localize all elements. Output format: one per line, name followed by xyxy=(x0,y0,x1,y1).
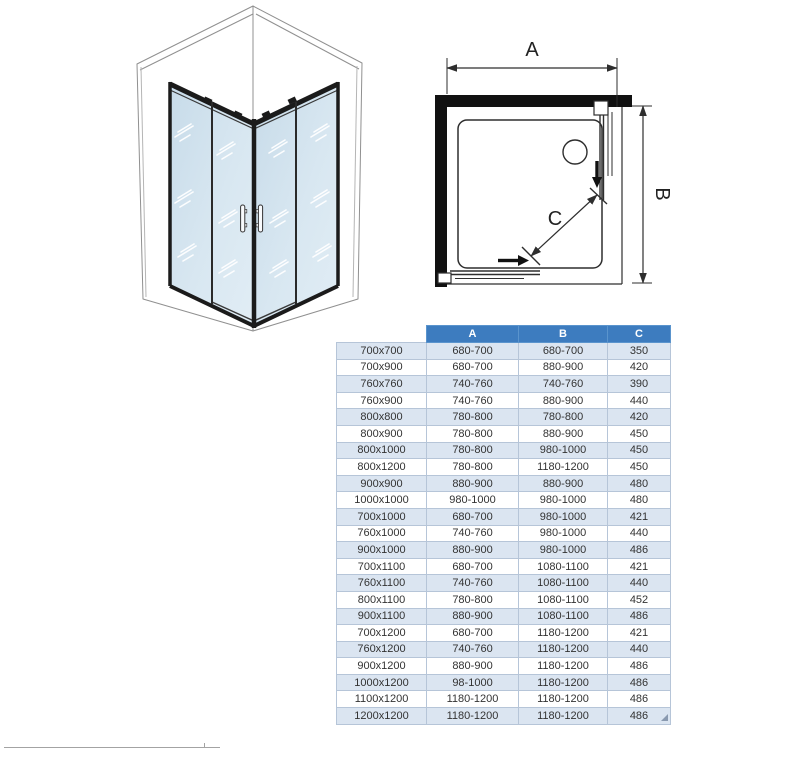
perspective-view-drawing xyxy=(110,0,390,335)
dimension-cell: 440 xyxy=(608,575,671,592)
dimension-cell: 680-700 xyxy=(427,558,519,575)
dimension-cell: 1080-1100 xyxy=(519,591,608,608)
table-row xyxy=(337,376,671,393)
dimension-cell: 740-760 xyxy=(519,376,608,393)
dimension-c-label: C xyxy=(547,208,563,230)
dimension-cell: 1180-1200 xyxy=(427,691,519,708)
dimension-cell: 780-800 xyxy=(427,459,519,476)
plan-view-drawing xyxy=(418,28,683,303)
size-cell: 760x760 xyxy=(337,376,427,393)
size-cell: 1000x1000 xyxy=(337,492,427,509)
size-cell: 800x1000 xyxy=(337,442,427,459)
dimension-cell: 880-900 xyxy=(427,658,519,675)
dimension-c xyxy=(531,195,597,256)
table-row xyxy=(337,459,671,476)
size-cell: 700x700 xyxy=(337,343,427,360)
dimension-cell: 350 xyxy=(608,343,671,360)
dimension-b xyxy=(632,106,673,283)
dimension-cell: 980-1000 xyxy=(519,542,608,559)
dimension-cell: 486 xyxy=(608,658,671,675)
dimension-cell: 880-900 xyxy=(427,542,519,559)
dimension-cell: 680-700 xyxy=(427,343,519,360)
dimension-cell: 880-900 xyxy=(519,359,608,376)
size-cell: 800x1200 xyxy=(337,459,427,476)
dimension-cell: 421 xyxy=(608,508,671,525)
dimension-cell: 450 xyxy=(608,459,671,476)
dimension-cell: 980-1000 xyxy=(519,525,608,542)
size-cell: 1000x1200 xyxy=(337,674,427,691)
table-row xyxy=(337,708,671,725)
dimension-cell: 680-700 xyxy=(427,625,519,642)
dimension-cell: 780-800 xyxy=(427,425,519,442)
table-row xyxy=(337,641,671,658)
size-cell: 700x1100 xyxy=(337,558,427,575)
dimension-b-label: B xyxy=(651,187,673,201)
table-row xyxy=(337,674,671,691)
dimension-cell: 1180-1200 xyxy=(427,708,519,725)
col-header-A: A xyxy=(427,326,519,343)
dimension-cell: 680-700 xyxy=(427,508,519,525)
size-cell: 900x900 xyxy=(337,475,427,492)
size-cell: 1100x1200 xyxy=(337,691,427,708)
table-row xyxy=(337,558,671,575)
size-table-header-row xyxy=(337,326,671,343)
dimension-cell: 1080-1100 xyxy=(519,558,608,575)
dimension-cell: 1180-1200 xyxy=(519,658,608,675)
dimension-cell: 390 xyxy=(608,376,671,393)
dimension-cell: 740-760 xyxy=(427,392,519,409)
door-direction-arrow-right xyxy=(498,255,529,266)
dimension-cell: 440 xyxy=(608,641,671,658)
dimension-cell: 1180-1200 xyxy=(519,708,608,725)
size-cell: 700x1200 xyxy=(337,625,427,642)
dimension-cell: 680-700 xyxy=(519,343,608,360)
table-row xyxy=(337,625,671,642)
dimension-cell: 480 xyxy=(608,475,671,492)
table-row xyxy=(337,608,671,625)
table-row xyxy=(337,343,671,360)
size-cell: 800x1100 xyxy=(337,591,427,608)
dimension-cell: 98-1000 xyxy=(427,674,519,691)
size-cell: 700x1000 xyxy=(337,508,427,525)
dimension-cell: 880-900 xyxy=(519,392,608,409)
bottom-rule-line xyxy=(4,747,220,748)
table-row xyxy=(337,542,671,559)
dimension-cell: 480 xyxy=(608,492,671,509)
table-row xyxy=(337,492,671,509)
dimension-cell: 450 xyxy=(608,425,671,442)
dimension-cell: 1080-1100 xyxy=(519,608,608,625)
dimension-cell: 420 xyxy=(608,409,671,426)
dimension-cell: 740-760 xyxy=(427,525,519,542)
dimension-cell: 1180-1200 xyxy=(519,674,608,691)
dimension-cell: 486 xyxy=(608,542,671,559)
dimension-cell: 440 xyxy=(608,392,671,409)
table-row xyxy=(337,392,671,409)
table-row xyxy=(337,442,671,459)
col-header-blank xyxy=(337,326,427,343)
dimension-cell: 486 xyxy=(608,608,671,625)
dimension-cell: 880-900 xyxy=(519,425,608,442)
dimension-cell: 486 xyxy=(608,708,671,725)
dimension-cell: 1180-1200 xyxy=(519,641,608,658)
dimension-cell: 421 xyxy=(608,558,671,575)
dimension-cell: 486 xyxy=(608,674,671,691)
bottom-rule-tick xyxy=(204,743,205,748)
dimension-cell: 486 xyxy=(608,691,671,708)
table-row xyxy=(337,658,671,675)
dimension-cell: 740-760 xyxy=(427,376,519,393)
dimension-cell: 452 xyxy=(608,591,671,608)
dimension-cell: 780-800 xyxy=(427,442,519,459)
plan-door-right xyxy=(590,101,612,204)
table-resize-corner-icon xyxy=(661,714,668,721)
size-cell: 760x1000 xyxy=(337,525,427,542)
shower-tray xyxy=(458,120,602,268)
dimension-cell: 740-760 xyxy=(427,641,519,658)
size-cell: 760x1200 xyxy=(337,641,427,658)
dimension-cell: 740-760 xyxy=(427,575,519,592)
dimension-cell: 980-1000 xyxy=(519,492,608,509)
dimension-cell: 980-1000 xyxy=(519,442,608,459)
dimension-cell: 1180-1200 xyxy=(519,691,608,708)
dimension-cell: 780-800 xyxy=(519,409,608,426)
table-row xyxy=(337,359,671,376)
table-row xyxy=(337,475,671,492)
size-table xyxy=(336,325,671,725)
table-row xyxy=(337,409,671,426)
size-cell: 700x900 xyxy=(337,359,427,376)
size-cell: 1200x1200 xyxy=(337,708,427,725)
dimension-cell: 450 xyxy=(608,442,671,459)
table-row xyxy=(337,425,671,442)
table-row xyxy=(337,691,671,708)
dimension-cell: 440 xyxy=(608,525,671,542)
dimension-cell: 1180-1200 xyxy=(519,459,608,476)
size-cell: 900x1000 xyxy=(337,542,427,559)
size-cell: 800x800 xyxy=(337,409,427,426)
size-cell: 760x900 xyxy=(337,392,427,409)
dimension-cell: 421 xyxy=(608,625,671,642)
table-row xyxy=(337,591,671,608)
size-cell: 900x1200 xyxy=(337,658,427,675)
plan-door-bottom xyxy=(438,247,540,283)
dimension-cell: 880-900 xyxy=(427,475,519,492)
dimension-cell: 880-900 xyxy=(519,475,608,492)
dimension-cell: 780-800 xyxy=(427,591,519,608)
dimension-cell: 680-700 xyxy=(427,359,519,376)
table-row xyxy=(337,525,671,542)
dimension-cell: 420 xyxy=(608,359,671,376)
dimension-cell: 880-900 xyxy=(427,608,519,625)
table-row xyxy=(337,508,671,525)
size-cell: 800x900 xyxy=(337,425,427,442)
dimension-cell: 980-1000 xyxy=(519,508,608,525)
table-row xyxy=(337,575,671,592)
size-cell: 900x1100 xyxy=(337,608,427,625)
dimension-a-label: A xyxy=(525,39,539,61)
drain-circle xyxy=(563,140,587,164)
dimension-cell: 780-800 xyxy=(427,409,519,426)
dimension-cell: 1180-1200 xyxy=(519,625,608,642)
col-header-C: C xyxy=(608,326,671,343)
dimension-cell: 980-1000 xyxy=(427,492,519,509)
dimension-cell: 1080-1100 xyxy=(519,575,608,592)
size-cell: 760x1100 xyxy=(337,575,427,592)
col-header-B: B xyxy=(519,326,608,343)
